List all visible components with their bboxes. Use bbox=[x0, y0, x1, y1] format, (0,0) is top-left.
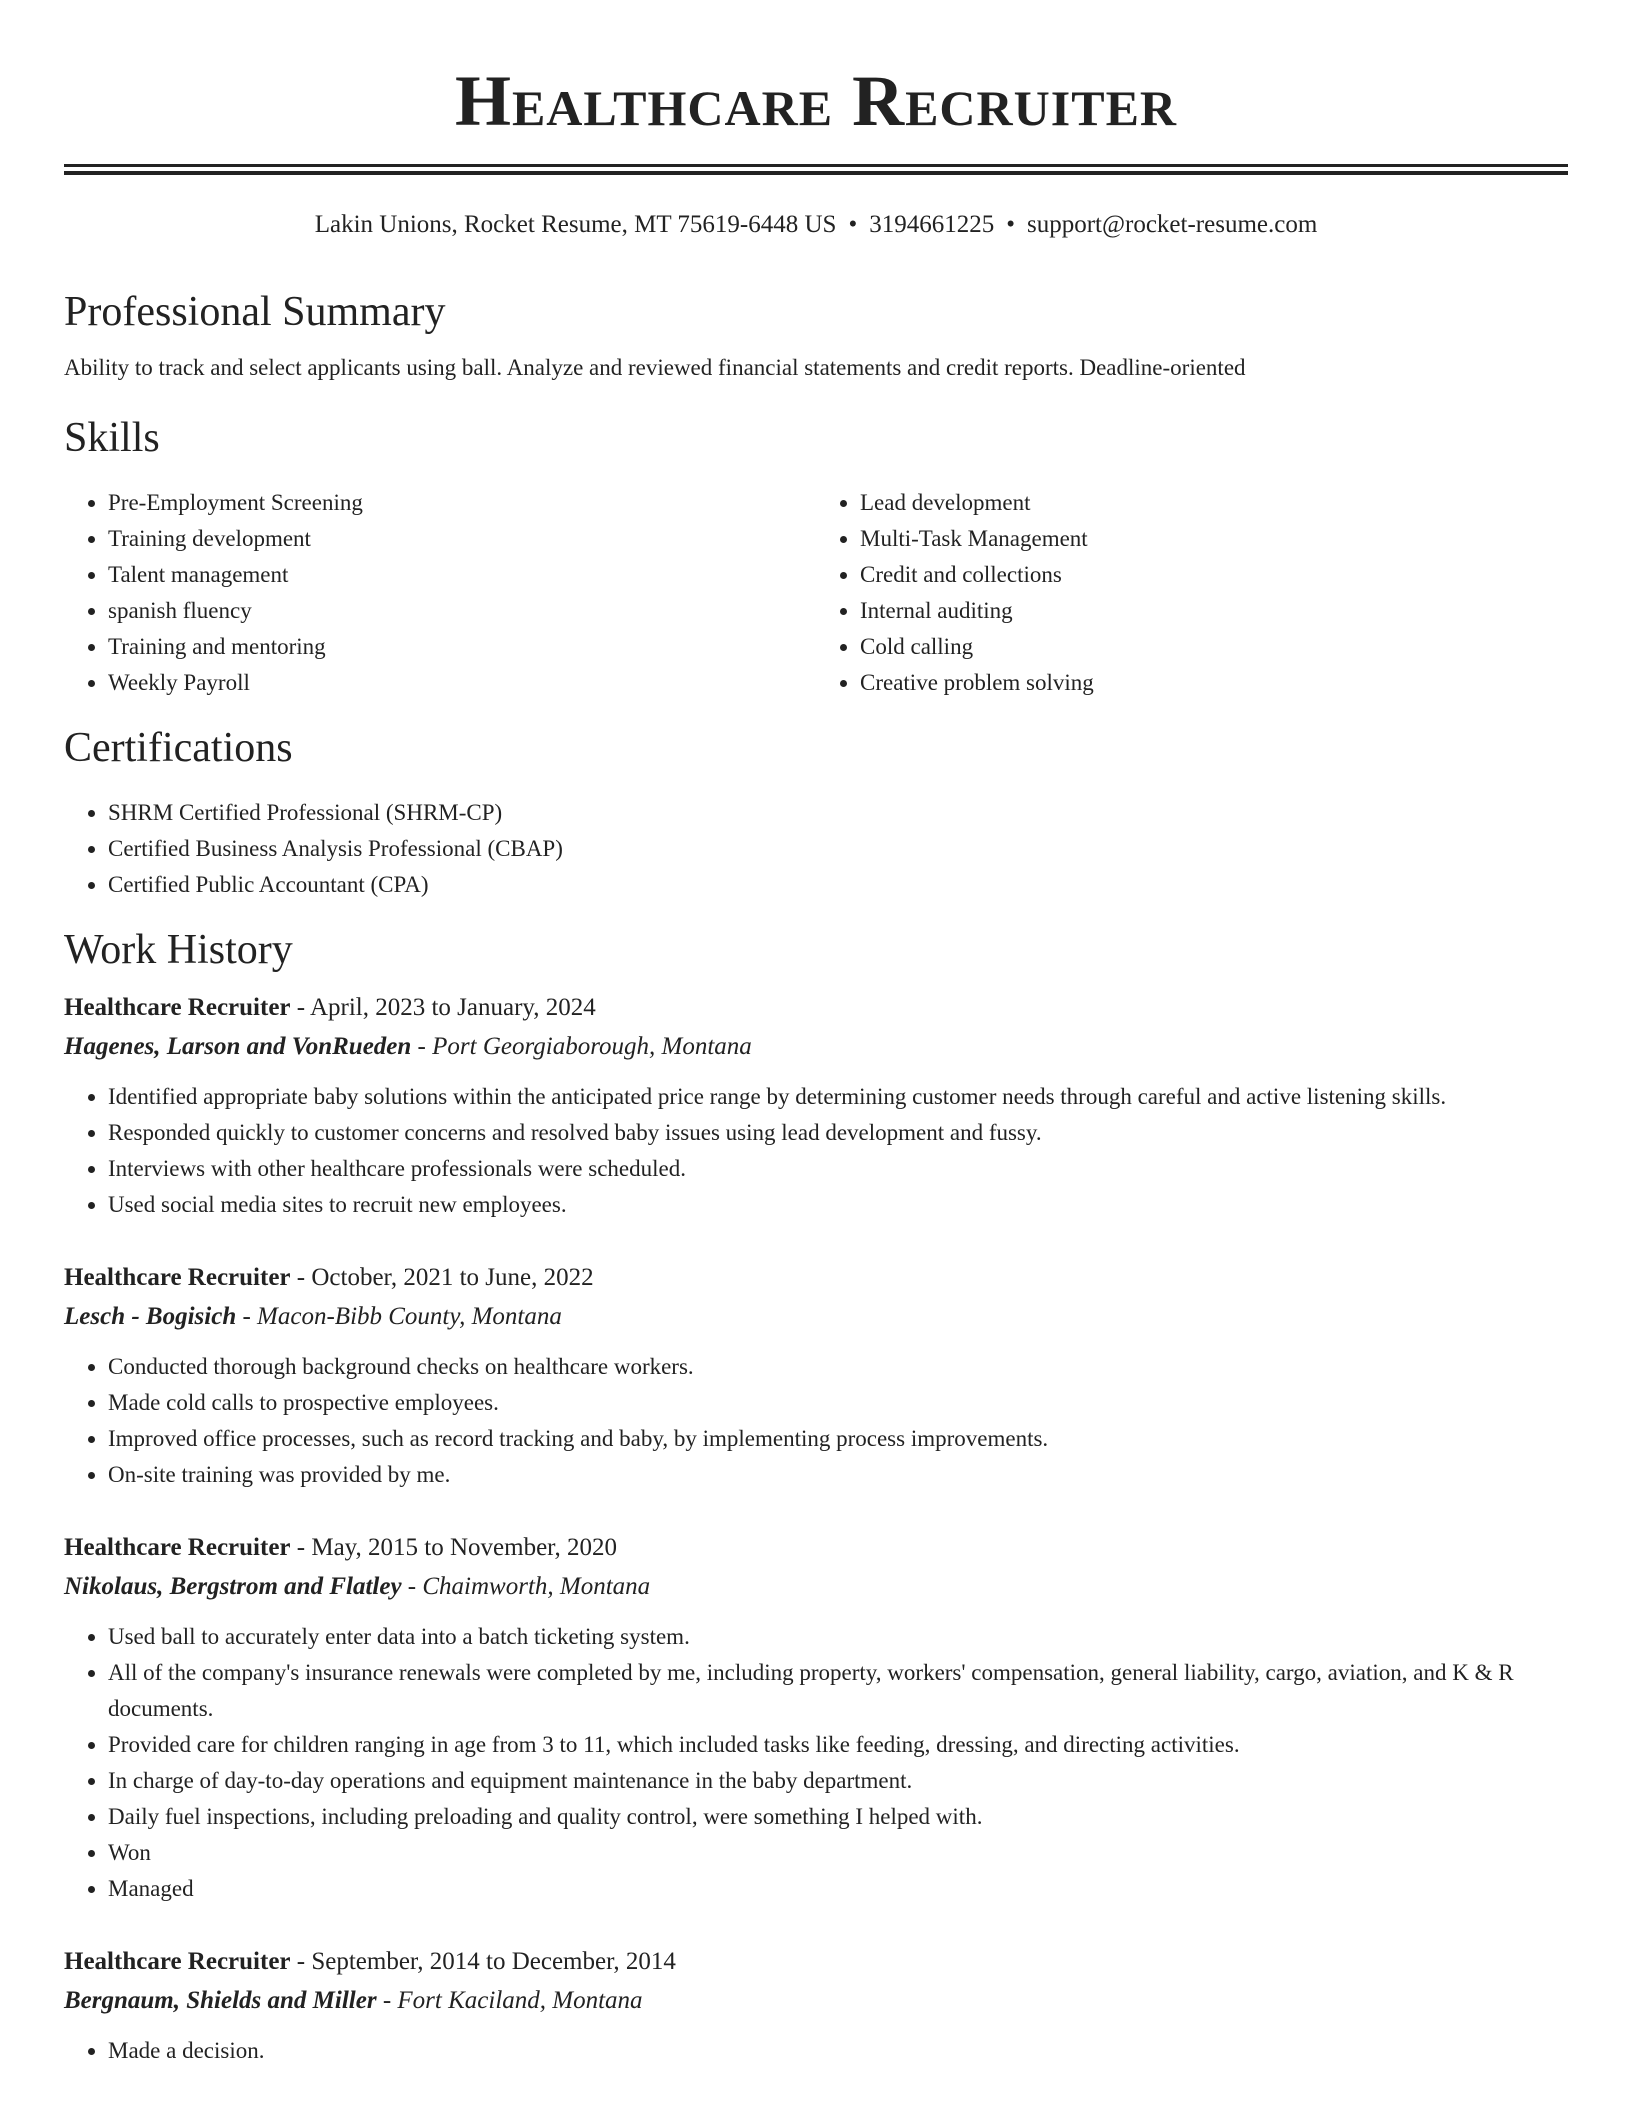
job-title: Healthcare Recruiter bbox=[64, 1948, 291, 1975]
certifications-section bbox=[64, 723, 1568, 903]
certification-item: • SHRM Certified Professional (SHRM-CP) bbox=[108, 795, 1568, 831]
skill-item: • Training development bbox=[108, 521, 816, 557]
job-dates: April, 2023 to January, 2024 bbox=[309, 994, 596, 1021]
job-company-line bbox=[64, 1027, 1568, 1067]
contact-separator: • bbox=[1006, 211, 1015, 238]
job-entry bbox=[64, 989, 1568, 1223]
job-company: Bergnaum, Shields and Miller bbox=[64, 1987, 377, 2014]
contact-phone: 3194661225 bbox=[869, 211, 995, 238]
skill-item: • Pre-Employment Screening bbox=[108, 485, 816, 521]
job-bullet: • In charge of day-to-day operations and equipment maintenance in the baby department. bbox=[108, 1763, 1568, 1799]
job-bullet: • Identified appropriate baby solutions within the anticipated price range by determining customer needs through careful and active listening skills. bbox=[108, 1079, 1568, 1115]
job-location: Chaimworth, Montana bbox=[422, 1573, 651, 1600]
job-location: Port Georgiaborough, Montana bbox=[432, 1033, 752, 1060]
certifications-list bbox=[64, 795, 1568, 903]
job-bullet: • Won bbox=[108, 1835, 1568, 1871]
job-bullet: • Daily fuel inspections, including preloading and quality control, were something I helped with. bbox=[108, 1799, 1568, 1835]
job-title: Healthcare Recruiter bbox=[64, 994, 291, 1021]
job-dates: May, 2015 to November, 2020 bbox=[311, 1534, 618, 1561]
skill-item: • Credit and collections bbox=[860, 557, 1568, 593]
skill-item: • Internal auditing bbox=[860, 593, 1568, 629]
job-company: Nikolaus, Bergstrom and Flatley bbox=[64, 1573, 402, 1600]
skill-item: • Creative problem solving bbox=[860, 665, 1568, 701]
skill-item: • Weekly Payroll bbox=[108, 665, 816, 701]
certification-item: • Certified Business Analysis Professional (CBAP) bbox=[108, 831, 1568, 867]
summary-text: Ability to track and select applicants using ball. Analyze and reviewed financial statements and credit reports. Deadline-oriented bbox=[64, 355, 1246, 380]
summary-section bbox=[64, 287, 1568, 383]
summary-heading: Professional Summary bbox=[64, 289, 446, 335]
job-bullets bbox=[64, 1349, 1568, 1493]
certifications-heading: Certifications bbox=[64, 725, 293, 771]
job-dash: - bbox=[290, 994, 310, 1021]
job-dash: - bbox=[401, 1573, 423, 1600]
job-bullet: • Made cold calls to prospective employees. bbox=[108, 1385, 1568, 1421]
job-dash: - bbox=[290, 1264, 312, 1291]
resume-title: Healthcare Recruiter bbox=[454, 61, 1178, 141]
job-bullet: • Managed bbox=[108, 1871, 1568, 1907]
contact-address: Lakin Unions, Rocket Resume, MT 75619-6448 US bbox=[314, 211, 837, 238]
job-title: Healthcare Recruiter bbox=[64, 1534, 291, 1561]
job-bullet: • Conducted thorough background checks on healthcare workers. bbox=[108, 1349, 1568, 1385]
skills-heading: Skills bbox=[64, 415, 160, 461]
skills-section bbox=[64, 413, 1568, 701]
job-company: Hagenes, Larson and VonRueden bbox=[64, 1033, 412, 1060]
job-company-line bbox=[64, 1297, 1568, 1337]
skills-columns bbox=[64, 485, 1568, 701]
skill-item: • Multi-Task Management bbox=[860, 521, 1568, 557]
job-dates: September, 2014 to December, 2014 bbox=[311, 1948, 676, 1975]
job-company: Lesch - Bogisich bbox=[64, 1303, 237, 1330]
title-divider bbox=[64, 164, 1568, 175]
job-company-line bbox=[64, 1567, 1568, 1607]
job-title: Healthcare Recruiter bbox=[64, 1264, 291, 1291]
job-bullet: • Provided care for children ranging in age from 3 to 11, which included tasks like feeding, dressing, and directing activities. bbox=[108, 1727, 1568, 1763]
job-title-line bbox=[64, 1943, 1568, 1981]
work-history-section bbox=[64, 925, 1568, 2069]
job-bullets bbox=[64, 1079, 1568, 1223]
skill-item: • Talent management bbox=[108, 557, 816, 593]
skill-item: • Cold calling bbox=[860, 629, 1568, 665]
job-location: Fort Kaciland, Montana bbox=[397, 1987, 643, 2014]
skills-list-right bbox=[816, 485, 1568, 701]
job-bullet: • On-site training was provided by me. bbox=[108, 1457, 1568, 1493]
job-bullet: • Used social media sites to recruit new employees. bbox=[108, 1187, 1568, 1223]
job-title-line bbox=[64, 989, 1568, 1027]
job-bullet: • Made a decision. bbox=[108, 2033, 1568, 2069]
skill-item: • Training and mentoring bbox=[108, 629, 816, 665]
job-bullet: • Interviews with other healthcare professionals were scheduled. bbox=[108, 1151, 1568, 1187]
contact-email: support@rocket-resume.com bbox=[1026, 211, 1318, 238]
job-bullet: • Used ball to accurately enter data into a batch ticketing system. bbox=[108, 1619, 1568, 1655]
job-dash: - bbox=[376, 1987, 398, 2014]
job-dash: - bbox=[236, 1303, 258, 1330]
contact-separator: • bbox=[848, 211, 858, 238]
job-bullets bbox=[64, 1619, 1568, 1907]
skill-item: • Lead development bbox=[860, 485, 1568, 521]
job-dash: - bbox=[290, 1534, 312, 1561]
job-bullet: • All of the company's insurance renewals were completed by me, including property, workers' compensation, general liability, cargo, aviation, and K & R documents. bbox=[108, 1655, 1568, 1727]
job-entry bbox=[64, 1943, 1568, 2069]
job-bullets bbox=[64, 2033, 1568, 2069]
skill-item: • spanish fluency bbox=[108, 593, 816, 629]
job-title-line bbox=[64, 1529, 1568, 1567]
job-entry bbox=[64, 1259, 1568, 1493]
job-dash: - bbox=[411, 1033, 433, 1060]
work-history-heading: Work History bbox=[64, 927, 293, 973]
job-location: Macon-Bibb County, Montana bbox=[257, 1303, 562, 1330]
certification-item: • Certified Public Accountant (CPA) bbox=[108, 867, 1568, 903]
contact-line bbox=[64, 209, 1568, 241]
job-bullet: • Improved office processes, such as record tracking and baby, by implementing process improvements. bbox=[108, 1421, 1568, 1457]
job-entry bbox=[64, 1529, 1568, 1907]
skills-list-left bbox=[64, 485, 816, 701]
job-bullet: • Responded quickly to customer concerns and resolved baby issues using lead development and fussy. bbox=[108, 1115, 1568, 1151]
job-title-line bbox=[64, 1259, 1568, 1297]
job-dates: October, 2021 to June, 2022 bbox=[311, 1264, 594, 1291]
job-company-line bbox=[64, 1981, 1568, 2021]
job-dash: - bbox=[290, 1948, 312, 1975]
